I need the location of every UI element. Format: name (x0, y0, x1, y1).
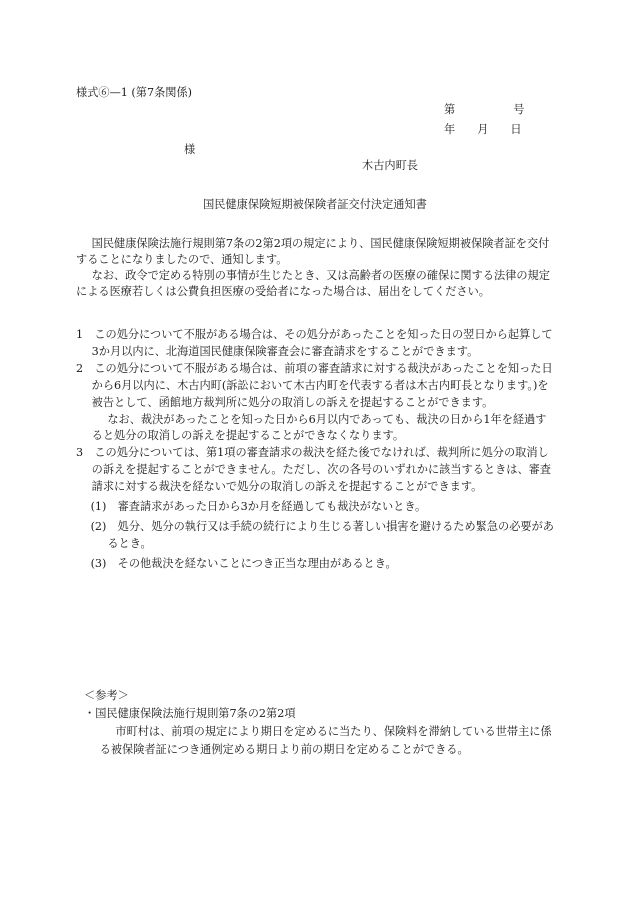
sub-item-text: 処分、処分の執行又は手続の続行により生じる著しい損害を避けるため緊急の必要があるとき。 (107, 519, 554, 550)
item-marker: 1 (76, 328, 84, 341)
item-text: この処分について不服がある場合は、前項の審査請求に対する裁決があったことを知った日から6月以内に、木古内町(訴訟において木古内町を代表する者は木古内町長となります。)を被告として、函館地方裁判所に処分の取消しの訴えを提起することができます。 (91, 361, 553, 409)
form-identifier: 様式⑥—1 (第7条関係) (76, 86, 193, 99)
sub-item-marker: (2) (90, 519, 107, 533)
sub-item (76, 556, 556, 573)
number-suffix: 号 (513, 103, 525, 116)
list-item (76, 445, 556, 496)
reference-heading: ＜参考＞ (84, 689, 129, 702)
sub-item (76, 519, 556, 553)
sub-item-text: その他裁決を経ないことにつき正当な理由があるとき。 (117, 556, 397, 570)
item-text: この処分について不服がある場合は、その処分があったことを知った日の翌日から起算して3か月以内に、北海道国民健康保険審査会に審査請求をすることができます。 (91, 328, 553, 358)
intro-paragraph: 国民健康保険法施行規則第7条の2第2項の規定により、国民健康保険短期被保険者証を交付することになりましたので、通知します。 (76, 237, 550, 266)
reference-law: ・国民健康保険法施行規則第7条の2第2項 (84, 707, 296, 720)
intro-paragraph: なお、政令で定める特別の事情が生じたとき、又は高齢者の医療の確保に関する法律の規定による医療若しくは公費負担医療の受給者になった場合は、届出をしてください。 (76, 269, 550, 298)
issue-date-line (444, 122, 522, 138)
item-marker: 3 (76, 446, 84, 460)
number-prefix: 第 (444, 103, 456, 116)
notice-items (76, 327, 556, 573)
reference-body: 市町村は、前項の規定により期日を定めるに当たり、保険料を滞納している世帯主に係る被保険者証につき通例定める期日より前の期日を定めることができる。 (99, 725, 552, 756)
item-text: この処分については、第1項の審査請求の裁決を経た後でなければ、裁判所に処分の取消しの訴えを提起することができません。ただし、次の各号のいずれかに該当するときは、審査請求に対する裁決を経ないで処分の取消しの訴えを提起することができます。 (91, 446, 552, 494)
sender-name: 木古内町長 (362, 159, 418, 172)
sub-item-marker: (1) (90, 500, 107, 514)
document-number-line (444, 102, 524, 118)
list-item (76, 361, 556, 412)
date-month-label: 月 (477, 123, 489, 136)
addressee-honorific: 様 (184, 143, 196, 156)
document-title: 国民健康保険短期被保険者証交付決定通知書 (203, 198, 427, 211)
item-note: なお、裁決があったことを知った日から6月以内であっても、裁決の日から1年を経過すると処分の取消しの訴えを提起することができなくなります。 (91, 412, 547, 443)
item-marker: 2 (76, 361, 84, 375)
sub-item-text: 審査請求があった日から3か月を経過しても裁決がないとき。 (117, 500, 427, 514)
list-item (76, 327, 556, 361)
date-day-label: 日 (510, 123, 522, 136)
reference-section (84, 687, 554, 759)
intro-section (76, 236, 556, 300)
sub-item-marker: (3) (90, 556, 107, 570)
date-year-label: 年 (444, 123, 456, 136)
sub-item (76, 499, 556, 516)
